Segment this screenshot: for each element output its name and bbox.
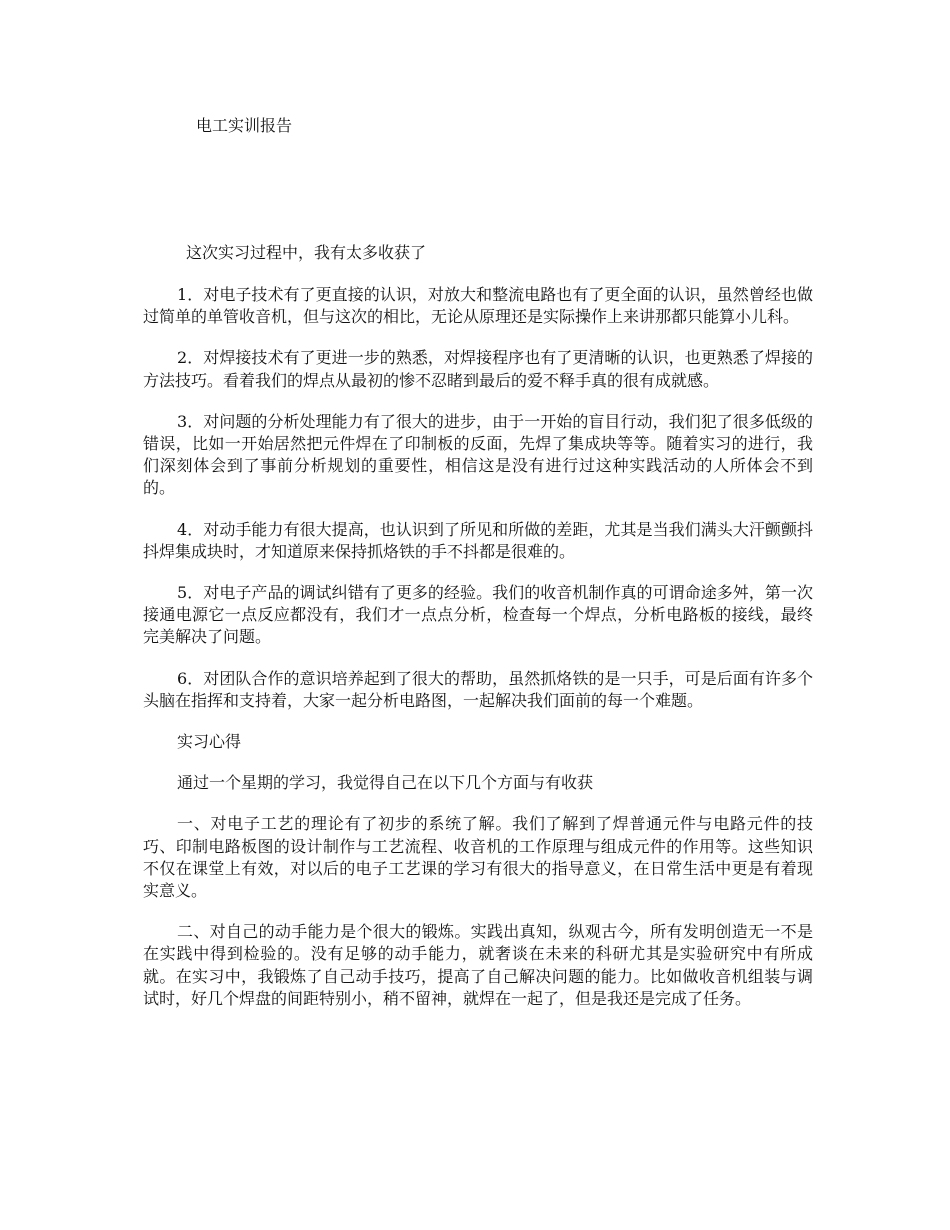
document-body (143, 284, 813, 1029)
document-title: 电工实训报告 (196, 116, 293, 135)
list-item: 1．对电子技术有了更直接的认识，对放大和整流电路也有了更全面的认识，虽然曾经也做过简单的单管收音机，但与这次的相比，无论从原理还是实际操作上来讲那都只能算小儿科。 (143, 285, 813, 327)
section-heading: 实习心得 (177, 732, 242, 752)
list-item: 5．对电子产品的调试纠错有了更多的经验。我们的收音机制作真的可谓命途多舛，第一次接通电源它一点反应都没有，我们才一点点分析，检查每一个焊点，分析电路板的接线，最终完美解决了问题。 (143, 583, 813, 647)
section-intro: 通过一个星期的学习，我觉得自己在以下几个方面与有收获 (177, 773, 594, 793)
section-item: 二、对自己的动手能力是个很大的锻炼。实践出真知，纵观古今，所有发明创造无一不是在实践中得到检验的。没有足够的动手能力，就奢谈在未来的科研尤其是实验研究中有所成就。在实习中，我锻炼了自己动手技巧，提高了自己解决问题的能力。比如做收音机组装与调试时，好几个焊盘的间距特别小，稍不留神，就焊在一起了，但是我还是完成了任务。 (143, 922, 813, 1008)
list-item: 2．对焊接技术有了更进一步的熟悉，对焊接程序也有了更清晰的认识，也更熟悉了焊接的方法技巧。看着我们的焊点从最初的惨不忍睹到最后的爱不释手真的很有成就感。 (143, 348, 813, 390)
intro-line: 这次实习过程中，我有太多收获了 (186, 243, 427, 262)
section-item: 一、对电子工艺的理论有了初步的系统了解。我们了解到了焊普通元件与电路元件的技巧、印制电路板图的设计制作与工艺流程、收音机的工作原理与组成元件的作用等。这些知识不仅在课堂上有效，对以后的电子工艺课的学习有很大的指导意义，在日常生活中更是有着现实意义。 (143, 814, 813, 901)
list-item: 6．对团队合作的意识培养起到了很大的帮助，虽然抓烙铁的是一只手，可是后面有许多个头脑在指挥和支持着，大家一起分析电路图，一起解决我们面前的每一个难题。 (143, 668, 813, 710)
list-item: 4．对动手能力有很大提高，也认识到了所见和所做的差距，尤其是当我们满头大汗颤颤抖抖焊集成块时，才知道原来保持抓烙铁的手不抖都是很难的。 (143, 519, 813, 561)
list-item: 3．对问题的分析处理能力有了很大的进步，由于一开始的盲目行动，我们犯了很多低级的错误，比如一开始居然把元件焊在了印制板的反面，先焊了集成块等等。随着实习的进行，我们深刻体会到了事前分析规划的重要性，相信这是没有进行过这种实践活动的人所体会不到的。 (143, 411, 813, 498)
